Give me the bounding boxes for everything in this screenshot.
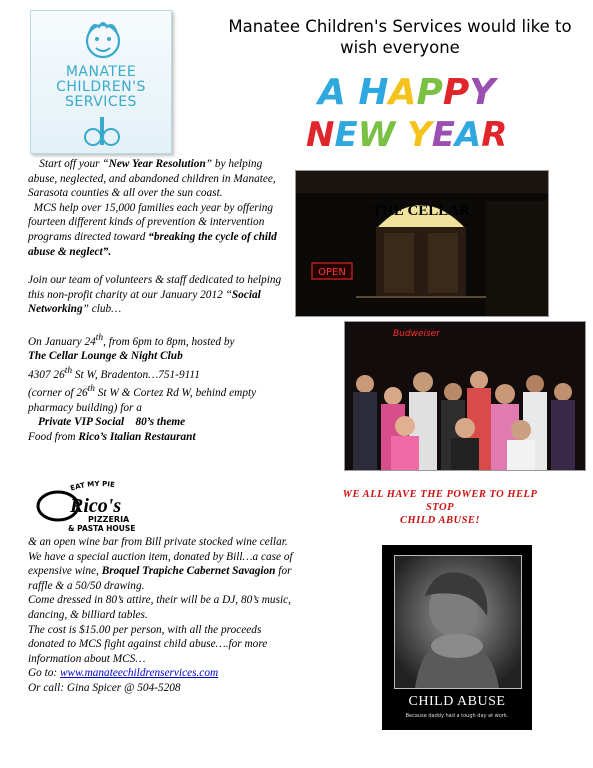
- text: Go to:: [28, 667, 61, 680]
- greeting-letter: Y: [407, 115, 432, 155]
- vip-social: Private VIP Social: [38, 416, 125, 429]
- ricos-pasta-house: & PASTA HOUSE: [68, 524, 136, 533]
- mcs-logo: [30, 10, 172, 154]
- event-venue: [28, 349, 290, 364]
- slogan-line-2: STOP: [425, 502, 455, 513]
- website: [28, 666, 300, 681]
- event-address: [28, 364, 290, 382]
- header-text: [215, 16, 585, 58]
- logo-line-1: MANATEE: [65, 64, 137, 80]
- cycle-quote: “breaking the cycle of child abuse & neglect”.: [28, 230, 277, 258]
- logo-text: [31, 65, 171, 110]
- text: Start off your “: [39, 158, 109, 170]
- ricos-logo: [28, 478, 173, 533]
- text: On January 24: [28, 335, 96, 348]
- attire: Come dressed in 80’s attire, their will be a DJ, 80’s music, dancing, & billiard tables.: [28, 594, 291, 621]
- ricos-arc-text: EAT MY PIE: [69, 479, 116, 493]
- logo-line-3: SERVICES: [65, 94, 137, 110]
- intro-paragraph-2: [28, 201, 290, 259]
- greeting-letter: [346, 72, 359, 113]
- poster-title: CHILD ABUSE: [408, 694, 506, 709]
- greeting-letter: E: [334, 115, 358, 155]
- text: Join our team of volunteers & staff dedicated to helping this non-profit charity at our January 2012 “: [28, 274, 282, 301]
- event-description: [28, 157, 290, 444]
- party-crowd-photo: [344, 321, 586, 471]
- cost: The cost is $15.00 per person, with all the proceeds donated to MCS fight against child abuse….for more information about MCS…: [28, 623, 268, 665]
- text: We have a special auction item, donated by Bill…a case of expensive wine,: [28, 550, 293, 578]
- event-corner: [28, 382, 290, 415]
- greeting-letter: [395, 115, 407, 155]
- auction: [28, 550, 300, 594]
- greeting-line-2: [306, 115, 507, 155]
- header-line-2: wish everyone: [340, 38, 460, 57]
- greeting-letter: H: [358, 72, 389, 113]
- open-sign: OPEN: [318, 267, 346, 278]
- greeting-letter: E: [431, 115, 455, 155]
- text: ” club…: [82, 303, 122, 316]
- intro-paragraph-1: [28, 157, 290, 201]
- text: ” by helping abuse, neglected, and abandoned children in Manatee, Sarasota counties & all over the sun coast.: [28, 158, 276, 200]
- greeting-line-1: [315, 72, 499, 113]
- wine-name: Broquel Trapiche Cabernet Savagion: [101, 565, 276, 578]
- sup: th: [87, 384, 95, 395]
- greeting-letter: P: [442, 72, 470, 113]
- event-date: [28, 331, 290, 349]
- poster-photo: [394, 555, 522, 689]
- text: 4307 26: [28, 368, 65, 381]
- greeting-letter: A: [318, 72, 346, 113]
- ricos-name: Rico's: [70, 495, 122, 517]
- text: for raffle & a 50/50 drawing.: [28, 565, 292, 592]
- event-theme: 80’s theme: [135, 416, 186, 429]
- event-food: [28, 430, 290, 445]
- venue-name: The Cellar Lounge & Night Club: [28, 350, 183, 363]
- text: St W & Cortez Rd W, behind empty pharmacy building) for a: [28, 387, 257, 414]
- greeting-letter: A: [388, 72, 417, 113]
- event-type: [28, 415, 290, 430]
- slogan: [300, 488, 580, 527]
- text: (corner of 26: [28, 387, 88, 400]
- greeting-letter: A: [454, 115, 482, 155]
- greeting-letter: W: [357, 115, 396, 155]
- crying-child-image: [395, 556, 521, 688]
- cellar-photo: [295, 170, 549, 317]
- intro-paragraph-3: [28, 273, 290, 317]
- happy-new-year-graphic: [300, 64, 508, 156]
- greeting-letter: Y: [469, 72, 496, 113]
- wine-bar: & an open wine bar from Bill private stocked wine cellar.: [28, 536, 288, 548]
- text: St W, Bradenton…751-9111: [72, 368, 200, 381]
- text: Food from: [28, 430, 79, 443]
- logo-line-2: CHILDREN'S: [56, 79, 146, 95]
- cellar-sign: THE CELLAR: [372, 203, 470, 219]
- contact-phone: Or call: Gina Spicer @ 504-5208: [28, 681, 181, 694]
- child-abuse-poster: [382, 545, 532, 730]
- slogan-line-1: WE ALL HAVE THE POWER TO HELP: [342, 489, 538, 500]
- sup: th: [64, 365, 73, 376]
- ricos-pizzeria: PIZZERIA: [88, 515, 130, 524]
- social-networking: Social Networking: [28, 288, 261, 316]
- greeting-letter: P: [416, 72, 443, 113]
- poster-subtitle: Because daddy had a tough day at work.: [405, 713, 509, 719]
- slogan-line-3: CHILD ABUSE!: [399, 515, 480, 526]
- budweiser-banner: Budweiser: [393, 329, 440, 339]
- new-year-resolution: New Year Resolution: [108, 158, 206, 170]
- db-mark-icon: [79, 113, 125, 149]
- text: , from 6pm to 8pm, hosted by: [103, 335, 235, 348]
- text: MCS help over 15,000 families each year by offering fourteen different kinds of prevention & intervention programs directed toward: [28, 201, 274, 243]
- sup: th: [95, 332, 104, 343]
- greeting-letter: R: [481, 115, 508, 155]
- website-link[interactable]: www.manateechildrenservices.com: [60, 667, 219, 680]
- restaurant-name: Rico’s Italian Restaurant: [78, 430, 196, 443]
- event-details: [28, 535, 300, 696]
- child-face-icon: [79, 17, 127, 61]
- greeting-letter: N: [306, 115, 335, 155]
- header-line-1: Manatee Children's Services would like to: [228, 17, 572, 36]
